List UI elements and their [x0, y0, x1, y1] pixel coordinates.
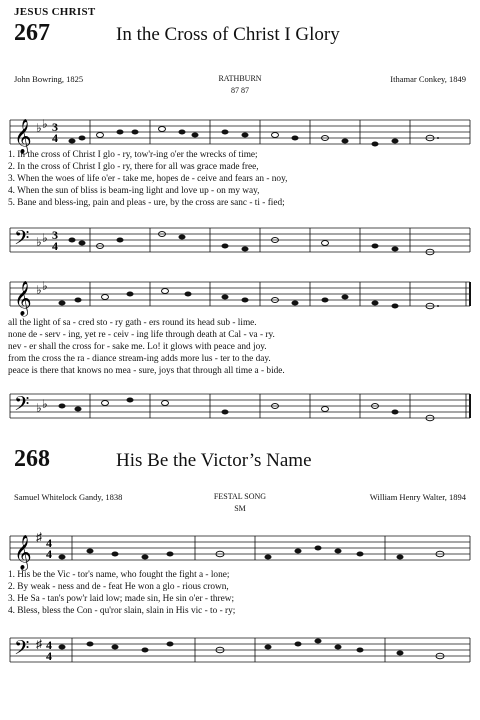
text-author: John Bowring, 1825: [14, 74, 84, 84]
svg-text:♯: ♯: [36, 637, 42, 651]
tune-meter: SM: [234, 504, 246, 513]
lyric-verse-1: all the light of sa - cred sto - ry gath - ers round its head sub - lime.: [8, 318, 257, 328]
svg-text:3: 3: [52, 120, 58, 134]
svg-text:𝄢: 𝄢: [14, 392, 30, 420]
lyric-verse-4: 4. When the sun of bliss is beam-ing light and love up - on my way,: [8, 186, 260, 196]
lyric-verse-3: 3. When the woes of life o'er - take me, hopes de - ceive and fears an - noy,: [8, 174, 288, 184]
lyric-verse-4: 4. Bless, bless the Con - qu'ror slain, slain in His vic - to - ry;: [8, 606, 236, 616]
svg-text:♭: ♭: [36, 235, 42, 249]
svg-text:♭: ♭: [42, 117, 48, 131]
lyric-verse-2: 2. By weak - ness and de - feat He won a glo - rious crown,: [8, 582, 229, 592]
svg-text:4: 4: [46, 638, 52, 652]
lyric-verse-3: 3. He Sa - tan's pow'r laid low; made sin, He sin o'er - threw;: [8, 594, 235, 604]
bass-staff: [0, 626, 480, 674]
svg-text:3: 3: [52, 228, 58, 242]
tune-meter: 87 87: [231, 86, 249, 95]
tune-name: FESTAL SONG: [213, 492, 267, 501]
lyric-verse-4: from the cross the ra - diance stream-ing adds more lus - ter to the day.: [8, 354, 271, 364]
bass-staff: [0, 216, 480, 264]
lyric-verse-2: none de - serv - ing, yet re - ceiv - ing life through death at Cal - va - ry.: [8, 330, 275, 340]
svg-text:4: 4: [46, 649, 52, 663]
svg-text:♭: ♭: [42, 231, 48, 245]
svg-text:♭: ♭: [36, 121, 42, 135]
tune-name: RATHBURN: [218, 74, 262, 83]
hymn-number: 267: [14, 20, 50, 46]
svg-text:♭: ♭: [36, 283, 42, 297]
lyric-verse-5: 5. Bane and bless-ing, pain and pleas - ure, by the cross are sanc - ti - fied;: [8, 198, 285, 208]
svg-text:𝄞: 𝄞: [14, 119, 32, 154]
lyric-verse-2: 2. In the cross of Christ I glo - ry, there for all was grace made free,: [8, 162, 259, 172]
svg-text:𝄢: 𝄢: [14, 636, 30, 664]
lyric-verse-1: 1. His be the Vic - tor's name, who fought the fight a - lone;: [8, 570, 230, 580]
text-author: Samuel Whitelock Gandy, 1838: [14, 492, 123, 502]
svg-text:4: 4: [52, 239, 58, 253]
svg-text:𝄞: 𝄞: [14, 535, 32, 570]
svg-text:♭: ♭: [36, 401, 42, 415]
hymn-title: His Be the Victor’s Name: [116, 450, 312, 471]
hymn-number: 268: [14, 446, 50, 472]
lyric-verse-1: 1. In the cross of Christ I glo - ry, tow'r-ing o'er the wrecks of time;: [8, 150, 258, 160]
lyric-verse-5: peace is there that knows no mea - sure, joys that through all time a - bide.: [8, 366, 285, 376]
treble-staff: [0, 108, 480, 156]
svg-text:𝄞: 𝄞: [14, 281, 32, 316]
svg-text:4: 4: [46, 547, 52, 561]
svg-text:4: 4: [46, 536, 52, 550]
svg-text:4: 4: [52, 131, 58, 145]
hymn-title: In the Cross of Christ I Glory: [116, 24, 340, 45]
svg-text:♯: ♯: [36, 530, 42, 544]
treble-staff: [0, 270, 480, 318]
treble-staff: [0, 524, 480, 572]
tune-composer: Ithamar Conkey, 1849: [390, 74, 466, 84]
svg-text:♭: ♭: [42, 279, 48, 293]
svg-text:♭: ♭: [42, 397, 48, 411]
svg-text:𝄢: 𝄢: [14, 226, 30, 254]
section-heading: JESUS CHRIST: [14, 6, 96, 18]
bass-staff: [0, 382, 480, 430]
lyric-verse-3: nev - er shall the cross for - sake me. Lo! it glows with peace and joy.: [8, 342, 267, 352]
tune-composer: William Henry Walter, 1894: [369, 492, 466, 502]
